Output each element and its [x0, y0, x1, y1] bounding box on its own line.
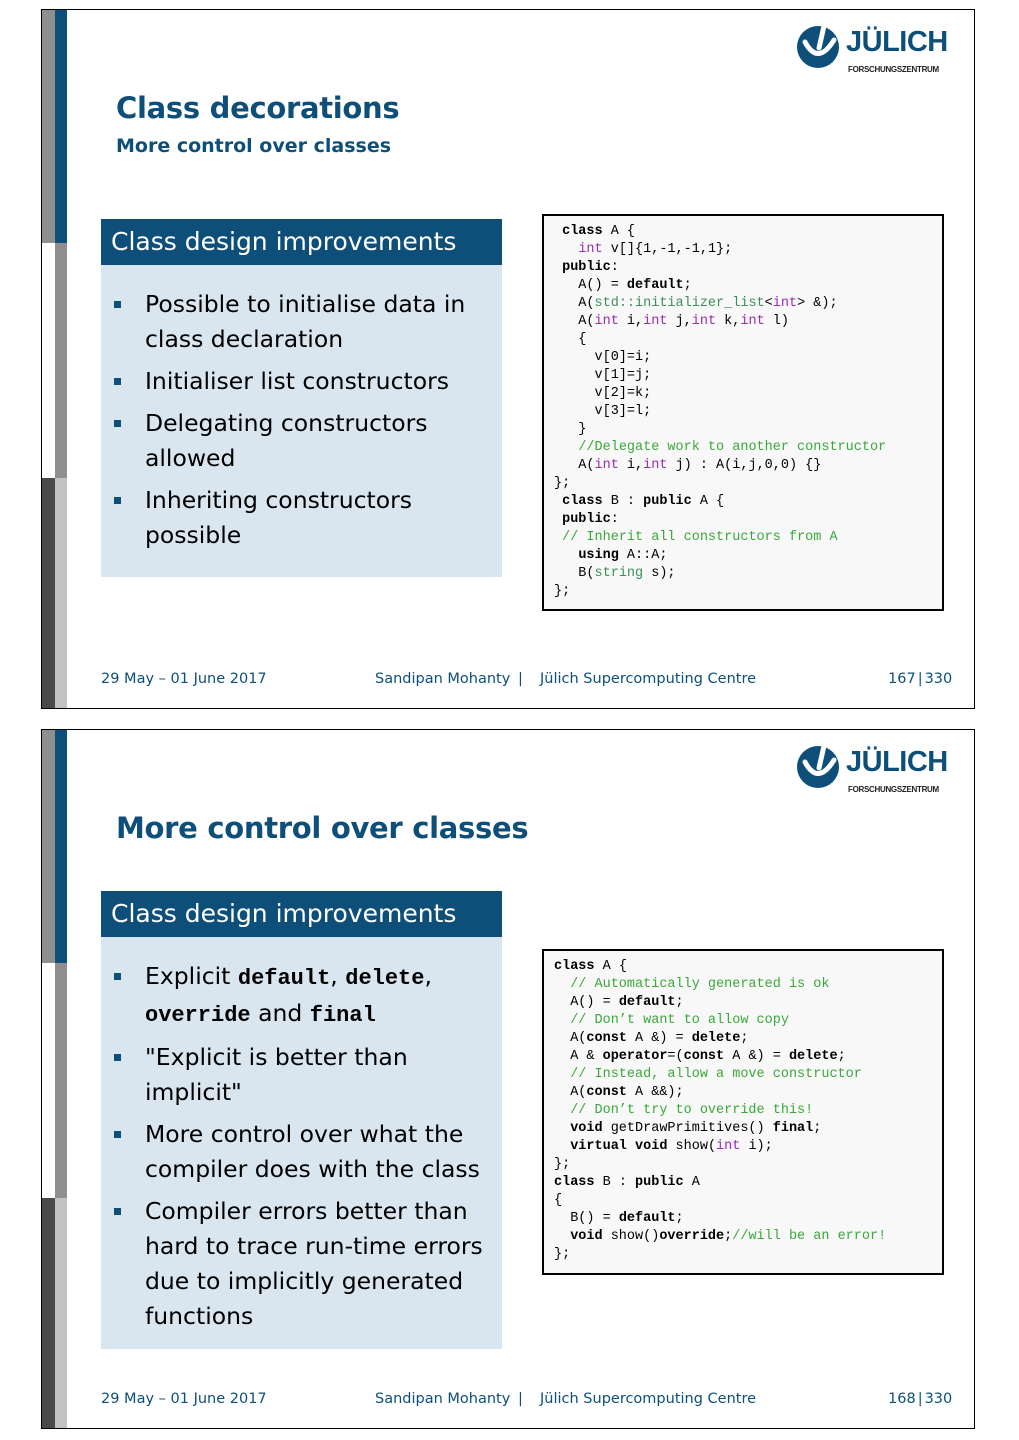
code-token: ; — [837, 1049, 846, 1064]
code-token: A::A; — [618, 548, 668, 563]
code-line — [554, 493, 942, 511]
julich-logo-icon — [794, 22, 844, 72]
code-token: k, — [716, 314, 741, 329]
bullet-square-icon — [114, 420, 121, 427]
code-token: // Instead, allow a move constructor — [570, 1067, 862, 1082]
slide-title: Class decorations — [116, 91, 400, 125]
code-token: > &); — [797, 296, 838, 311]
code-line — [554, 529, 942, 547]
edge-stripe — [42, 730, 55, 963]
code-line — [554, 241, 942, 259]
code-token: : — [610, 260, 619, 275]
code-line — [554, 994, 942, 1012]
code-token — [554, 1139, 570, 1154]
block-body — [101, 937, 502, 1349]
code-line — [554, 1174, 942, 1192]
block-title: Class design improvements — [101, 891, 502, 937]
code-token: B( — [554, 566, 595, 581]
code-token: i, — [618, 314, 644, 329]
bullet-text: Possible to initialise data in class declaration — [145, 290, 466, 353]
code-token: // Inherit all constructors from A — [562, 530, 838, 545]
edge-stripe — [55, 10, 67, 243]
page-current: 168 — [888, 1391, 916, 1407]
code-token: B : — [594, 1175, 636, 1190]
code-token — [554, 977, 570, 992]
julich-logo — [794, 742, 954, 796]
code-line — [554, 457, 942, 475]
code-line — [554, 1120, 942, 1138]
code-line — [554, 976, 942, 994]
list-item — [101, 959, 502, 1033]
footer-separator: | — [518, 1391, 523, 1407]
code-line — [554, 958, 942, 976]
footer-page-number — [888, 671, 952, 687]
edge-stripe — [42, 963, 55, 1198]
code-line — [554, 511, 942, 529]
code-token — [554, 530, 562, 545]
code-token: j) : A(i,j,0,0) {} — [667, 458, 822, 473]
edge-stripe — [42, 243, 55, 478]
code-line — [554, 1192, 942, 1210]
code-token: A &&); — [626, 1085, 684, 1100]
code-token — [554, 1121, 570, 1136]
code-line — [554, 1228, 942, 1246]
code-line — [554, 421, 942, 439]
list-item — [101, 406, 502, 476]
julich-logo — [794, 22, 954, 76]
code-token: l) — [764, 314, 790, 329]
code-token: delete — [788, 1049, 838, 1064]
code-line — [554, 277, 942, 295]
slide-title: More control over classes — [116, 811, 529, 845]
code-token: public — [562, 512, 611, 527]
code-token: public — [562, 260, 611, 275]
edge-stripe — [55, 243, 67, 478]
list-item — [101, 483, 502, 553]
code-token: j, — [667, 314, 692, 329]
code-token: //Delegate work to another constructor — [578, 440, 887, 455]
code-token: virtual — [570, 1139, 627, 1154]
bullet-text: More control over what the compiler does with the class — [145, 1120, 480, 1183]
footer-date: 29 May – 01 June 2017 — [101, 1391, 267, 1407]
code-token: delete — [691, 1031, 741, 1046]
code-token: v[]{1,-1,-1,1}; — [602, 242, 733, 257]
edge-stripe — [42, 478, 55, 709]
page-total: 330 — [924, 1391, 953, 1407]
logo-subtitle: FORSCHUNGSZENTRUM — [848, 65, 939, 74]
list-item — [101, 1117, 502, 1187]
connector-text: and — [250, 999, 310, 1027]
code-token: A { — [602, 224, 636, 239]
code-listing — [542, 949, 944, 1275]
code-token: class — [554, 1175, 595, 1190]
code-line — [554, 349, 942, 367]
bullet-text: Delegating constructors allowed — [145, 409, 428, 472]
code-token: using — [578, 548, 619, 563]
julich-logo-icon — [794, 742, 844, 792]
page-separator: | — [917, 671, 923, 687]
code-token: const — [586, 1085, 627, 1100]
code-token: class — [562, 224, 603, 239]
code-line — [554, 1084, 942, 1102]
code-token: show( — [667, 1139, 717, 1154]
code-token: const — [586, 1031, 627, 1046]
code-line — [554, 331, 942, 349]
footer-author: Sandipan Mohanty — [375, 1391, 511, 1407]
code-token — [554, 1013, 570, 1028]
code-token — [554, 1103, 570, 1118]
code-token: A() = — [554, 278, 627, 293]
bullet-square-icon — [114, 378, 121, 385]
code-token: int — [643, 458, 668, 473]
code-line — [554, 1012, 942, 1030]
code-token: const — [683, 1049, 725, 1064]
code-listing — [542, 214, 944, 611]
code-line — [554, 1048, 942, 1066]
code-token: v[2]=k; — [554, 386, 652, 401]
code-token — [554, 512, 562, 527]
bullet-list — [101, 287, 502, 553]
code-token: v[3]=l; — [554, 404, 652, 419]
code-token: ; — [675, 995, 684, 1010]
bullet-text: Inheriting constructors possible — [145, 486, 413, 549]
code-token — [554, 242, 578, 257]
bullet-text-prefix: Explicit — [145, 962, 238, 990]
bullet-square-icon — [114, 497, 121, 504]
bullet-square-icon — [114, 301, 121, 308]
slide-167 — [41, 9, 975, 709]
logo-name: JÜLICH — [846, 746, 948, 778]
code-line — [554, 1138, 942, 1156]
footer-institute: Jülich Supercomputing Centre — [540, 1391, 757, 1407]
code-line — [554, 439, 942, 457]
code-line — [554, 385, 942, 403]
code-token: default — [626, 278, 684, 293]
code-token: ; — [675, 1211, 684, 1226]
code-line — [554, 1102, 942, 1120]
code-token: getDrawPrimitives() — [602, 1121, 773, 1136]
code-token: A( — [554, 1085, 587, 1100]
code-token: string — [594, 566, 644, 581]
code-token — [554, 548, 578, 563]
bullet-list — [101, 959, 502, 1334]
code-token: A( — [554, 314, 595, 329]
code-token: i); — [740, 1139, 773, 1154]
code-line — [554, 403, 942, 421]
code-token: void — [570, 1121, 603, 1136]
code-token — [627, 1139, 635, 1154]
code-token: int — [594, 314, 619, 329]
keyword-override: override — [145, 1003, 251, 1028]
code-token: B() = — [554, 1211, 619, 1226]
page-separator: | — [917, 1391, 923, 1407]
code-token: }; — [554, 1247, 571, 1262]
bullet-square-icon — [114, 973, 121, 980]
code-token: std::initializer_list — [594, 296, 765, 311]
code-line — [554, 1210, 942, 1228]
edge-stripe — [55, 478, 67, 709]
code-token: class — [554, 959, 595, 974]
code-line — [554, 367, 942, 385]
code-token: void — [570, 1229, 603, 1244]
code-token: public — [635, 1175, 684, 1190]
code-token: v[1]=j; — [554, 368, 652, 383]
code-token: B : — [602, 494, 644, 509]
code-token: void — [635, 1139, 668, 1154]
bullet-text: Initialiser list constructors — [145, 367, 449, 395]
code-token: } — [554, 422, 587, 437]
edge-stripe — [55, 1198, 67, 1429]
code-token — [554, 1229, 570, 1244]
edge-stripe — [42, 1198, 55, 1429]
code-token: v[0]=i; — [554, 350, 652, 365]
code-token: A() = — [554, 995, 619, 1010]
code-token: default — [618, 995, 676, 1010]
logo-subtitle: FORSCHUNGSZENTRUM — [848, 785, 939, 794]
code-line — [554, 547, 942, 565]
code-token: A — [683, 1175, 700, 1190]
keyword-delete: delete — [345, 966, 425, 991]
keyword-final: final — [309, 1003, 376, 1028]
code-token: =( — [667, 1049, 684, 1064]
code-token: ; — [683, 278, 692, 293]
edge-stripe — [42, 10, 55, 243]
code-token: operator — [602, 1049, 668, 1064]
code-token: < — [764, 296, 773, 311]
code-token: A { — [691, 494, 725, 509]
code-token: int — [594, 458, 619, 473]
code-token: }; — [554, 476, 571, 491]
code-token: { — [554, 332, 587, 347]
edge-stripe — [55, 730, 67, 963]
code-token: s); — [643, 566, 676, 581]
code-line — [554, 1066, 942, 1084]
code-line — [554, 1156, 942, 1174]
footer-author: Sandipan Mohanty — [375, 671, 511, 687]
code-token — [554, 440, 578, 455]
code-line — [554, 295, 942, 313]
list-item — [101, 287, 502, 357]
code-token: }; — [554, 1157, 571, 1172]
bullet-text: Compiler errors better than hard to trace run-time errors due to implicitly generated functions — [145, 1197, 483, 1330]
bullet-text: "Explicit is better than implicit" — [145, 1043, 408, 1106]
code-line — [554, 583, 942, 601]
keyword-default: default — [237, 966, 331, 991]
block-title: Class design improvements — [101, 219, 502, 265]
code-line — [554, 313, 942, 331]
code-token — [554, 260, 562, 275]
code-line — [554, 223, 942, 241]
code-token: int — [691, 314, 717, 329]
code-token: A { — [594, 959, 627, 974]
list-item — [101, 1040, 502, 1110]
code-line — [554, 1030, 942, 1048]
slide-168 — [41, 729, 975, 1429]
code-token: default — [618, 1211, 676, 1226]
code-token: show() — [602, 1229, 660, 1244]
separator: , — [424, 962, 432, 990]
list-item — [101, 364, 502, 399]
code-token: //will be an error! — [732, 1229, 887, 1244]
block-body — [101, 265, 502, 577]
code-token: override — [659, 1229, 725, 1244]
code-token — [554, 494, 562, 509]
code-token: ; — [740, 1031, 749, 1046]
code-line — [554, 1246, 942, 1264]
edge-stripe — [55, 963, 67, 1198]
code-token: int — [578, 242, 603, 257]
list-item — [101, 1194, 502, 1334]
code-token: { — [554, 1193, 563, 1208]
code-token: class — [562, 494, 603, 509]
code-token: A( — [554, 458, 595, 473]
code-token: }; — [554, 584, 571, 599]
code-token: // Don’t want to allow copy — [570, 1013, 789, 1028]
code-line — [554, 475, 942, 493]
page-current: 167 — [888, 671, 916, 687]
footer-separator: | — [518, 671, 523, 687]
code-token: // Automatically generated is ok — [570, 977, 830, 992]
code-token — [554, 224, 562, 239]
code-token: int — [643, 314, 668, 329]
code-token: int — [740, 314, 765, 329]
separator: , — [330, 962, 346, 990]
code-line — [554, 565, 942, 583]
footer-date: 29 May – 01 June 2017 — [101, 671, 267, 687]
code-token: A( — [554, 296, 595, 311]
code-token: A &) = — [724, 1049, 789, 1064]
code-token: A & — [554, 1049, 603, 1064]
code-token: A( — [554, 1031, 587, 1046]
code-token: i, — [618, 458, 644, 473]
bullet-square-icon — [114, 1131, 121, 1138]
footer-page-number — [888, 1391, 952, 1407]
code-token: int — [716, 1139, 741, 1154]
footer-institute: Jülich Supercomputing Centre — [540, 671, 757, 687]
code-token: : — [610, 512, 619, 527]
code-token: ; — [813, 1121, 822, 1136]
code-token — [554, 1067, 570, 1082]
code-token: ; — [724, 1229, 733, 1244]
slide-subtitle: More control over classes — [116, 135, 392, 157]
logo-name: JÜLICH — [846, 26, 948, 58]
page-total: 330 — [924, 671, 953, 687]
code-token: final — [772, 1121, 814, 1136]
code-token: A &) = — [626, 1031, 692, 1046]
code-token: // Don’t try to override this! — [570, 1103, 814, 1118]
bullet-square-icon — [114, 1054, 121, 1061]
code-line — [554, 259, 942, 277]
code-token: int — [772, 296, 798, 311]
bullet-square-icon — [114, 1208, 121, 1215]
code-token: public — [643, 494, 692, 509]
